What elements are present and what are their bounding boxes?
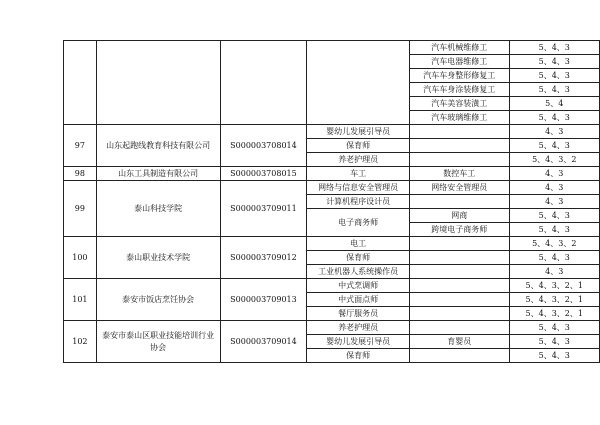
level-cell: 5、4、3 — [509, 251, 599, 265]
sub-occupation-cell — [409, 139, 509, 153]
seq-cell: 102 — [64, 321, 97, 363]
org-cell — [96, 41, 220, 125]
level-cell: 5、4、3 — [509, 69, 599, 83]
level-cell: 5、4、3、2、1 — [509, 293, 599, 307]
job-cell: 电子商务师 — [307, 209, 410, 237]
qualification-table — [63, 40, 600, 363]
level-cell: 4、3 — [509, 265, 599, 279]
level-cell: 5、4、3 — [509, 209, 599, 223]
job-cell: 保育师 — [307, 139, 410, 153]
level-cell: 5、4、3 — [509, 139, 599, 153]
sub-occupation-cell — [409, 125, 509, 139]
code-cell: S000003709011 — [220, 181, 307, 237]
code-cell: S000003708014 — [220, 125, 307, 167]
sub-occupation-cell — [409, 293, 509, 307]
seq-cell: 98 — [64, 167, 97, 181]
level-cell: 5、4、3 — [509, 321, 599, 335]
level-cell: 5、4、3、2 — [509, 153, 599, 167]
level-cell: 5、4、3 — [509, 83, 599, 97]
org-cell: 泰山科技学院 — [96, 181, 220, 237]
code-cell: S000003709014 — [220, 321, 307, 363]
seq-cell: 97 — [64, 125, 97, 167]
sub-occupation-cell — [409, 237, 509, 251]
job-cell: 保育师 — [307, 251, 410, 265]
job-cell: 工业机器人系统操作员 — [307, 265, 410, 279]
table-row — [64, 321, 600, 335]
job-cell: 婴幼儿发展引导员 — [307, 125, 410, 139]
level-cell: 4、3 — [509, 195, 599, 209]
org-cell: 山东工具制造有限公司 — [96, 167, 220, 181]
sub-occupation-cell: 育婴员 — [409, 335, 509, 349]
seq-cell — [64, 41, 97, 125]
level-cell: 4、3 — [509, 181, 599, 195]
sub-occupation-cell: 数控车工 — [409, 167, 509, 181]
sub-occupation-cell: 汽车机械维修工 — [409, 41, 509, 55]
job-cell: 婴幼儿发展引导员 — [307, 335, 410, 349]
job-cell: 保育师 — [307, 349, 410, 363]
sub-occupation-cell — [409, 265, 509, 279]
level-cell: 5、4、3 — [509, 55, 599, 69]
job-cell: 中式面点师 — [307, 293, 410, 307]
table-row — [64, 237, 600, 251]
level-cell: 5、4、3 — [509, 335, 599, 349]
table-row — [64, 167, 600, 181]
sub-occupation-cell: 网商 — [409, 209, 509, 223]
sub-occupation-cell: 跨境电子商务师 — [409, 223, 509, 237]
seq-cell: 99 — [64, 181, 97, 237]
job-cell: 中式烹调师 — [307, 279, 410, 293]
job-cell: 养老护理员 — [307, 153, 410, 167]
sub-occupation-cell: 汽车美容装潢工 — [409, 97, 509, 111]
code-cell: S000003709012 — [220, 237, 307, 279]
sub-occupation-cell: 汽车车身整形修复工 — [409, 69, 509, 83]
level-cell: 4、3 — [509, 125, 599, 139]
sub-occupation-cell: 网络安全管理员 — [409, 181, 509, 195]
job-cell: 养老护理员 — [307, 321, 410, 335]
table-row — [64, 125, 600, 139]
sub-occupation-cell: 汽车电器维修工 — [409, 55, 509, 69]
org-cell: 泰安市泰山区职业技能培训行业协会 — [96, 321, 220, 363]
seq-cell: 101 — [64, 279, 97, 321]
code-cell — [220, 41, 307, 125]
job-cell: 餐厅服务员 — [307, 307, 410, 321]
code-cell: S000003709013 — [220, 279, 307, 321]
org-cell: 泰山职业技术学院 — [96, 237, 220, 279]
job-cell: 电工 — [307, 237, 410, 251]
job-cell: 计算机程序设计员 — [307, 195, 410, 209]
table-row — [64, 41, 600, 55]
table-body — [64, 41, 600, 363]
sub-occupation-cell — [409, 195, 509, 209]
sub-occupation-cell: 汽车玻璃维修工 — [409, 111, 509, 125]
job-cell — [307, 41, 410, 125]
level-cell: 5、4、3、2 — [509, 237, 599, 251]
level-cell: 5、4、3 — [509, 349, 599, 363]
level-cell: 5、4、3、2、1 — [509, 307, 599, 321]
code-cell: S000003708015 — [220, 167, 307, 181]
level-cell: 5、4、3、2、1 — [509, 279, 599, 293]
job-cell: 网络与信息安全管理员 — [307, 181, 410, 195]
sub-occupation-cell — [409, 251, 509, 265]
sub-occupation-cell — [409, 279, 509, 293]
job-cell: 车工 — [307, 167, 410, 181]
sub-occupation-cell: 汽车车身涂装修复工 — [409, 83, 509, 97]
org-cell: 山东起跑线教育科技有限公司 — [96, 125, 220, 167]
org-cell: 泰安市饭店烹饪协会 — [96, 279, 220, 321]
seq-cell: 100 — [64, 237, 97, 279]
level-cell: 5、4、3 — [509, 41, 599, 55]
level-cell: 5、4、3 — [509, 111, 599, 125]
sub-occupation-cell — [409, 321, 509, 335]
level-cell: 5、4、3 — [509, 223, 599, 237]
sub-occupation-cell — [409, 307, 509, 321]
table-row — [64, 181, 600, 195]
level-cell: 5、4 — [509, 97, 599, 111]
table-row — [64, 279, 600, 293]
level-cell: 4、3 — [509, 167, 599, 181]
sub-occupation-cell — [409, 349, 509, 363]
sub-occupation-cell — [409, 153, 509, 167]
